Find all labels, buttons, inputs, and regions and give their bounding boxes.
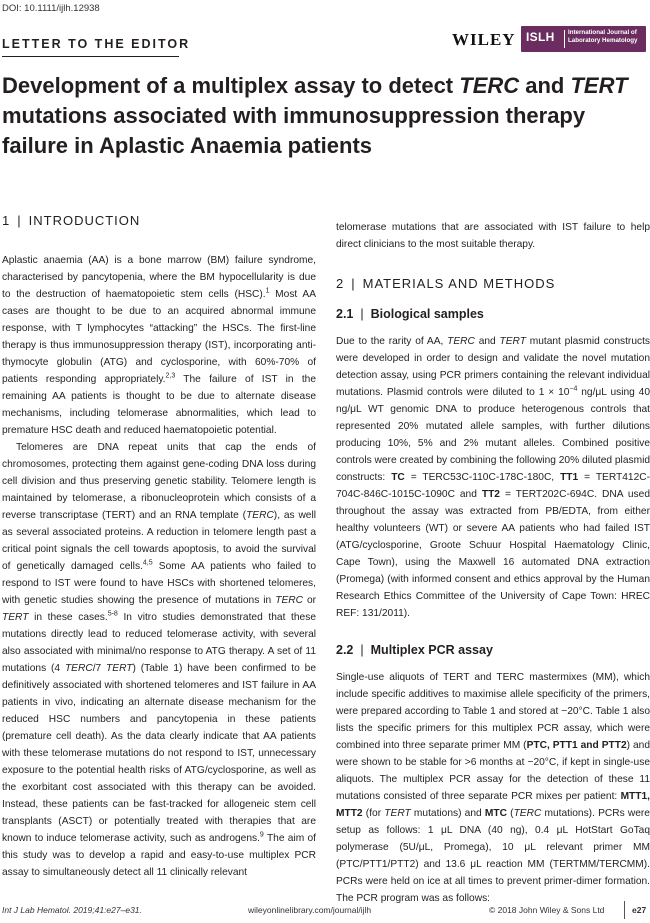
intro-title: INTRODUCTION	[28, 213, 141, 228]
left-column	[2, 210, 316, 881]
right-column	[336, 219, 650, 907]
intro-paragraph-2-cont: telomerase mutations that are associated with IST failure to help direct clinicians to the most suitable therapy.	[336, 222, 650, 250]
title-part-2: and	[519, 73, 571, 98]
page-footer	[2, 905, 648, 920]
intro-paragraph-2: Telomeres are DNA repeat units that cap the ends of chromosomes, protecting them against gene-coding DNA loss during cell division and thus preserving genetic stability. Telomere length is maintained by telomerase, a ribonucleoprotein which consists of a reverse transcriptase (TERT) and an RNA template (TERC), as well as several associated proteins. A reduction in telomere length past a critical point signals the cell towards apoptosis, to avoid the survival of genetically damaged cells.$^{4,5}$ Some AA patients who failed to respond to IST were found to have HSCs with shortened telomeres, with genetic studies showing the presence of mutations in TERC or TERT in these cases.$^{5-8}$ In vitro studies demonstrated that these mutations directly lead to reduced telomerase activity, with several also associated with minimal/no response to ATG therapy. A set of 11 mutations (4 TERC/7 TERT) (Table 1) have been confirmed to be definitively associated with shortened telomeres and IST failure in AA patients in vivo, indicating an alternate disease mechanism for the reduced HSC numbers and pancytopenia in these patients (premature cell death). As the data clearly indicate that AA patients with these telomerase mutations do not respond to IST, unnecessary exposure to the potential health risks of ATG/cyclosporine, as well as the exorbitant cost associated with this therapy can be avoided. Instead, these patients can be fast-tracked for allogeneic stem cell transplants (ASCT) or potentially treated with therapies that are known to induce telomerase activity, such as androgens.$^9$ The aim of this study was to develop a rapid and easy-to-use multiplex PCR assay to simultaneously detect all 11 clinically relevant	[2, 442, 317, 878]
pcr-paragraph: Single-use aliquots of TERT and TERC mastermixes (MM), which include specific additives to maximise allele specificity of the primers, were prepared according to Table 1 and stored at −20°C. Table 1 also lists the specific primers for this multiplex PCR assay, which were combined into three separate primer MM (PTC, PTT1 and PTT2) and were shown to be stable for >6 months at −20°C, if kept in single-use aliquots. The multiplex PCR assay for the detection of these 11 mutations consisted of three separate PCR mixes per patient: MTT1, MTT2 (for TERT mutations) and MTC (TERC mutations). PCRs were setup as follows: 1 μL DNA (40 ng), 0.4 μL HotStart GoTaq polymerase (5U/μL, Promega), 10 μL relevant primer MM (PTC/PTT1/PTT2) and 13.6 μL reaction MM (TERTMM/TERCMM). PCRs were held on ice at all times to prevent primer-dimer formation. The PCR program was as follows:	[336, 672, 650, 904]
title-gene-terc: TERC	[459, 73, 520, 98]
methods-heading	[336, 273, 650, 295]
journal-logo-mark: ISLH	[526, 30, 555, 44]
heading-separator: |	[17, 213, 22, 228]
intro-number: 1	[2, 213, 11, 228]
journal-logo-divider	[564, 30, 565, 48]
article-title	[2, 71, 642, 161]
title-part-1: Development of a multiplex assay to detect	[2, 73, 460, 98]
intro-heading	[2, 210, 316, 232]
pcr-number: 2.2	[336, 643, 354, 657]
page-number: e27	[632, 905, 647, 915]
journal-logo[interactable]	[521, 26, 646, 52]
pcr-heading	[336, 639, 650, 661]
section-label: LETTER TO THE EDITOR	[2, 37, 191, 51]
heading-separator: |	[351, 276, 356, 291]
bio-number: 2.1	[336, 307, 354, 321]
footer-divider	[624, 901, 625, 919]
doi[interactable]: DOI: 10.1111/ijlh.12938	[2, 3, 100, 14]
footer-journal-citation: Int J Lab Hematol. 2019;41:e27–e31.	[2, 905, 142, 915]
publisher-logo[interactable]: WILEY	[452, 30, 516, 49]
methods-title: MATERIALS AND METHODS	[362, 276, 556, 291]
title-part-3: mutations associated with immunosuppression therapy failure in Aplastic Anaemia patients	[2, 103, 586, 158]
methods-number: 2	[336, 276, 345, 291]
bio-heading	[336, 303, 650, 325]
pcr-title: Multiplex PCR assay	[370, 643, 493, 657]
footer-copyright: © 2018 John Wiley & Sons Ltd	[489, 905, 605, 915]
title-gene-tert: TERT	[570, 73, 628, 98]
footer-url-link[interactable]: wileyonlinelibrary.com/journal/ijlh	[248, 905, 372, 915]
journal-logo-name: International Journal of Laboratory Hematology	[568, 29, 638, 44]
intro-paragraph-1: Aplastic anaemia (AA) is a bone marrow (BM) failure syndrome, characterised by pancytopenia, where the BM hypocellularity is due to the destruction of haematopoietic stem cells (HSC).$^1$ Most AA cases are thought to be due to an acquired abnormal immune response, with T lymphocytes “attacking” the HSCs. The first-line therapy is thus immunosuppression therapy (IST), incorporating anti-thymocyte globulin (ATG) and cyclosporine, with 60%-70% of patients responding appropriately.$^{2,3}$ The failure of IST in the remaining AA patients is thought to be due to alternate disease mechanisms, including telomerase abnormalities, which lead to premature HSC death and reduced haematopoietic potential.	[2, 255, 316, 436]
heading-separator: |	[360, 643, 364, 657]
bio-title: Biological samples	[370, 307, 484, 321]
heading-separator: |	[360, 307, 364, 321]
section-label-rule	[2, 56, 179, 57]
bio-paragraph: Due to the rarity of AA, TERC and TERT mutant plasmid constructs were developed in order to design and validate the novel mutation detection assay, using PCR primers containing the relevant individual mutations. Plasmid controls were diluted to $1 \times 10^{-4}$ ng/μL using 40 ng/μL WT genomic DNA to produce heterogenous controls that represented 20% mutated allele samples, with further dilutions producing 10%, 5% and 2% mutant alleles. Combined positive controls were created by combining the following 20% diluted plasmid constructs: TC = TERC53C-110C-178C-180C, TT1 = TERT412C-704C-846C-1015C-1090C and TT2 = TERT202C-694C. DNA used throughout the assay was extracted from PB/EDTA, from either healthy volunteers (WT) or severe AA patients who had failed IST (ATG/cyclosporine, Groote Schuur Hospital Haematology Clinic, Cape Town), using the Maxwell 16 automated DNA extraction (Promega) (with informed consent and ethics approval by the Human Research Ethics Committee of the University of Cape Town: HREC REF: 131/2011).	[336, 336, 650, 619]
